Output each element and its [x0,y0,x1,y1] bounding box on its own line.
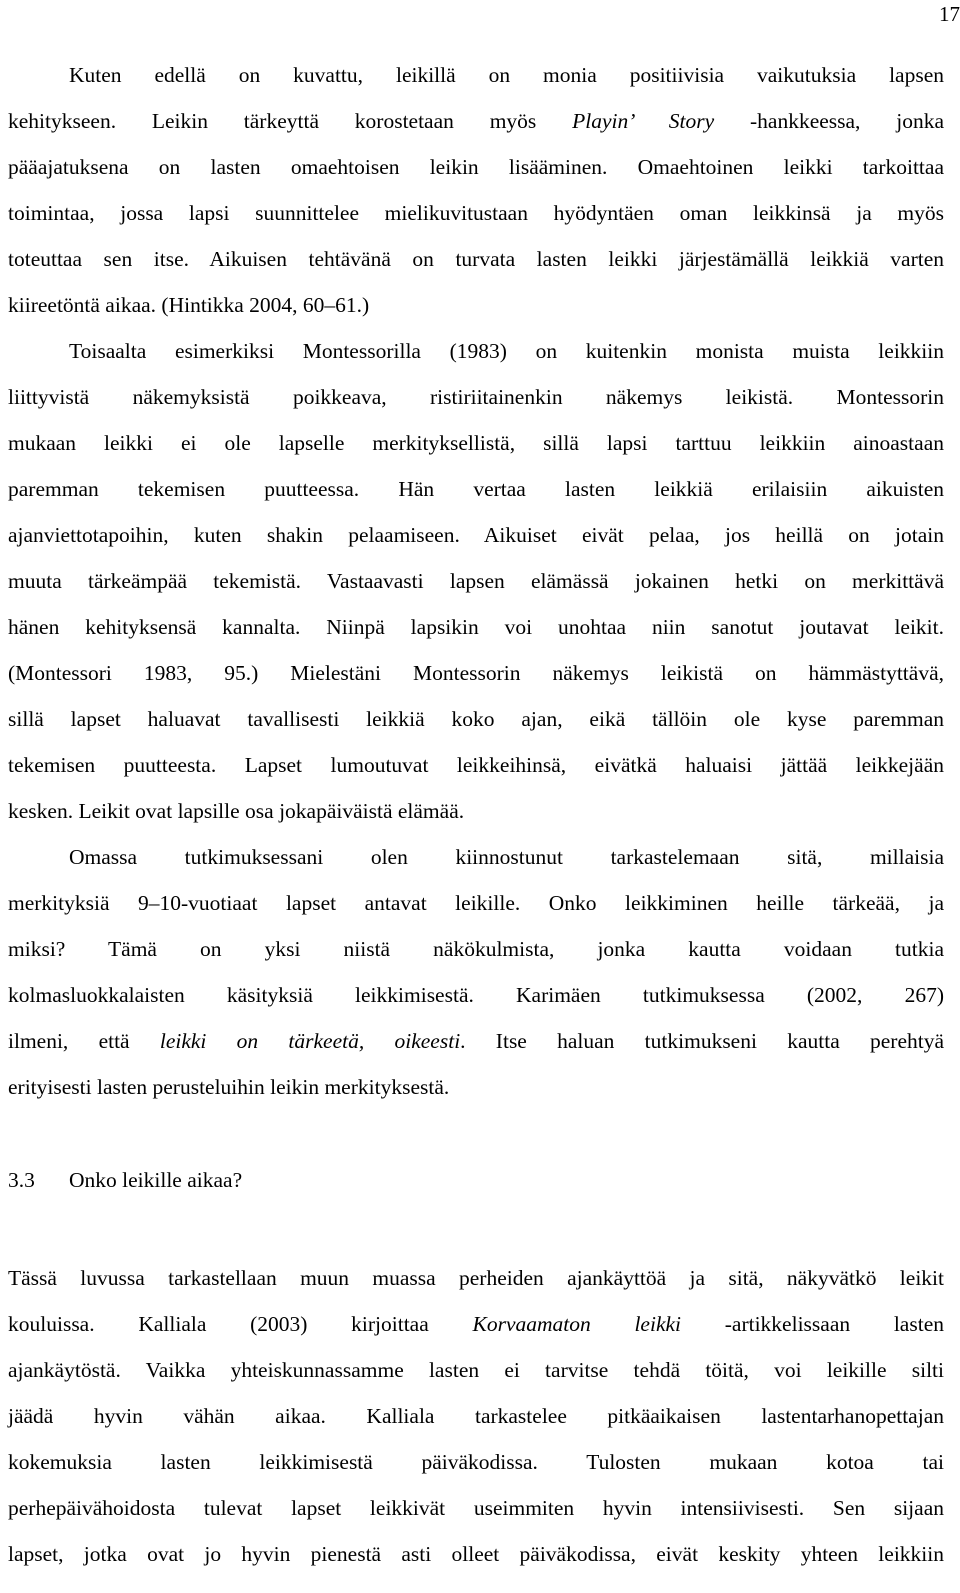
text-line: kehitykseen. Leikin tärkeyttä korostetaan myös Playin’ Story -hankkeessa, jonka [8,109,944,133]
text-line: tekemisen puutteesta. Lapset lumoutuvat leikkeihinsä, eivätkä haluaisi jättää leikkejään [8,753,944,777]
text-line: paremman tekemisen puutteessa. Hän vertaa lasten leikkiä erilaisiin aikuisten [8,477,944,501]
italic-title: Korvaamaton leikki [472,1312,682,1336]
text-line: jäädä hyvin vähän aikaa. Kalliala tarkastelee pitkäaikaisen lastentarhanopettajan [8,1404,944,1428]
text-line: ajankäytöstä. Vaikka yhteiskunnassamme lasten ei tarvitse tehdä töitä, voi leikille silti [8,1358,944,1382]
text-line: ajanviettotapoihin, kuten shakin pelaamiseen. Aikuiset eivät pelaa, jos heillä on jotain [8,523,944,547]
text-line: erityisesti lasten perusteluihin leikin merkityksestä. [8,1075,450,1099]
section-title: Onko leikille aikaa? [69,1168,243,1192]
text-line: Toisaalta esimerkiksi Montessorilla (1983) on kuitenkin monista muista leikkiin [69,339,944,363]
page-number: 17 [939,2,960,26]
section-heading [8,1168,242,1193]
text-line: kiireetöntä aikaa. (Hintikka 2004, 60–61.) [8,293,370,317]
text-line: sillä lapset haluavat tavallisesti leikkiä koko ajan, eikä tällöin ole kyse paremman [8,707,944,731]
section-number: 3.3 [8,1168,35,1192]
text-line: pääajatuksena on lasten omaehtoisen leikin lisääminen. Omaehtoinen leikki tarkoittaa [8,155,944,179]
text-line: toteuttaa sen itse. Aikuisen tehtävänä on turvata lasten leikki järjestämällä leikkiä varten [8,247,944,271]
text-line: kolmasluokkalaisten käsityksiä leikkimisestä. Karimäen tutkimuksessa (2002, 267) [8,983,944,1007]
text-line: miksi? Tämä on yksi niistä näkökulmista, jonka kautta voidaan tutkia [8,937,944,961]
text-line: muuta tärkeämpää tekemistä. Vastaavasti lapsen elämässä jokainen hetki on merkittävä [8,569,944,593]
text-line: ilmeni, että leikki on tärkeetä, oikeesti. Itse haluan tutkimukseni kautta perehtyä [8,1029,945,1053]
text-line: kouluissa. Kalliala (2003) kirjoittaa Korvaamaton leikki -artikkelissaan lasten [8,1312,944,1336]
text-line: toimintaa, jossa lapsi suunnittelee mielikuvitustaan hyödyntäen oman leikkinsä ja myös [8,201,944,225]
italic-title: Playin’ Story [572,109,715,133]
text-line: perhepäivähoidosta tulevat lapset leikkivät useimmiten hyvin intensiivisesti. Sen sijaan [8,1496,944,1520]
text-line: mukaan leikki ei ole lapselle merkityksellistä, sillä lapsi tarttuu leikkiin ainoastaan [8,431,944,455]
text-line: kesken. Leikit ovat lapsille osa jokapäiväistä elämää. [8,799,465,823]
italic-quote: leikki on tärkeetä, oikeesti [159,1029,461,1053]
text-line: hänen kehityksensä kannalta. Niinpä lapsikin voi unohtaa niin sanotut joutavat leikit. [8,615,944,639]
text-line: Tässä luvussa tarkastellaan muun muassa perheiden ajankäyttöä ja sitä, näkyvätkö leikit [8,1266,944,1290]
text-line: Kuten edellä on kuvattu, leikillä on monia positiivisia vaikutuksia lapsen [69,63,944,87]
text-line: kokemuksia lasten leikkimisestä päiväkodissa. Tulosten mukaan kotoa tai [8,1450,944,1474]
text-line: Omassa tutkimuksessani olen kiinnostunut tarkastelemaan sitä, millaisia [69,845,944,869]
text-line: merkityksiä 9–10-vuotiaat lapset antavat leikille. Onko leikkiminen heille tärkeää, ja [8,891,944,915]
text-line: liittyvistä näkemyksistä poikkeava, ristiriitainenkin näkemys leikistä. Montessorin [8,385,944,409]
text-line: (Montessori 1983, 95.) Mielestäni Montessorin näkemys leikistä on hämmästyttävä, [8,661,944,685]
text-line: lapset, jotka ovat jo hyvin pienestä asti olleet päiväkodissa, eivät keskity yhteen leikkiin [8,1542,944,1566]
